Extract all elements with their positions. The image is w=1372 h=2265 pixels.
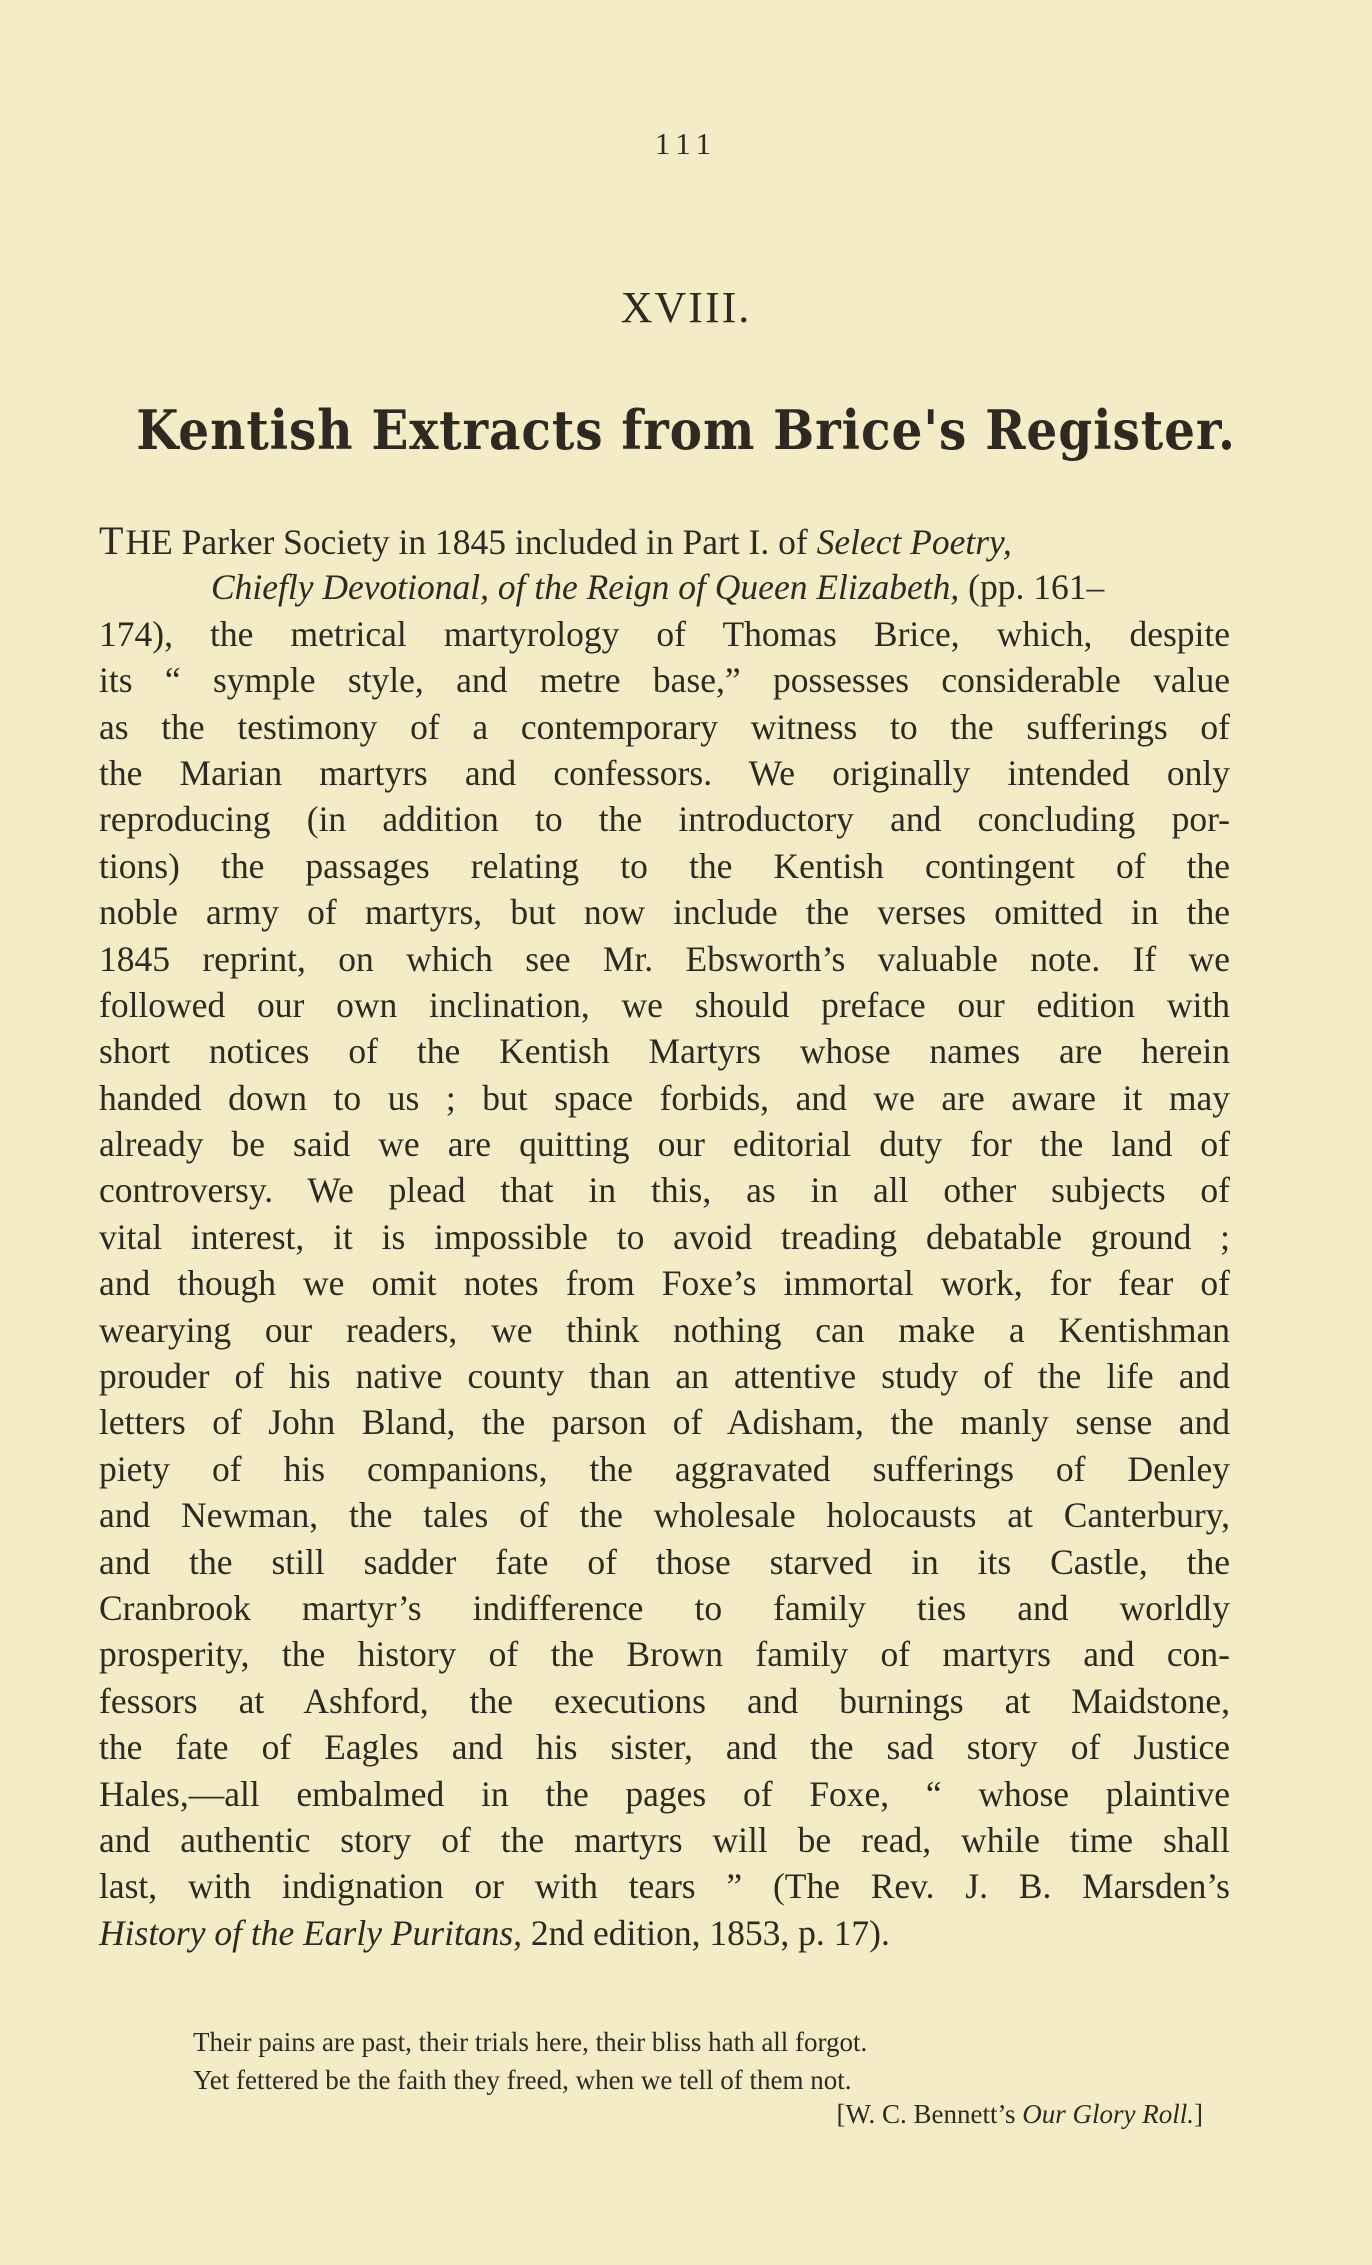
body-line: followed our own inclination, we should preface our edition with — [99, 984, 1230, 1025]
body-line: the Marian martyrs and confessors. We originally intended only — [99, 752, 1230, 793]
body-line: its “ symple style, and metre base,” possesses considerable value — [99, 660, 1230, 701]
body-line: 174), the metrical martyrology of Thomas Brice, which, despite — [99, 613, 1230, 654]
body-line: Cranbrook martyr’s indifference to family ties and worldly — [99, 1587, 1230, 1628]
body-line: tions) the passages relating to the Kentish contingent of the — [99, 845, 1230, 886]
verse-line: Yet fettered be the faith they freed, when we tell of them not. — [193, 2065, 852, 2095]
body-line: and Newman, the tales of the wholesale holocausts at Canterbury, — [99, 1495, 1230, 1536]
attribution-suffix: ] — [1194, 2099, 1203, 2129]
page-number: 111 — [654, 126, 718, 161]
body-paragraph — [99, 518, 1230, 1956]
body-line: reproducing (in addition to the introductory and concluding por- — [99, 799, 1230, 840]
verse-attribution — [0, 2099, 1203, 2130]
body-line: already be said we are quitting our editorial duty for the land of — [99, 1124, 1230, 1165]
line-text: 2nd edition, 1853, p. 17). — [522, 1912, 890, 1953]
chapter-number: XVIII. — [620, 283, 752, 332]
body-line: prouder of his native county than an attentive study of the life and — [99, 1356, 1230, 1397]
italic-title: History of the Early Puritans, — [99, 1912, 523, 1953]
body-line — [99, 1910, 1230, 1956]
body-line: and authentic story of the martyrs will be read, while time shall — [99, 1819, 1230, 1860]
body-line: last, with indignation or with tears ” (The Rev. J. B. Marsden’s — [99, 1866, 1230, 1907]
line-text: (pp. 161– — [959, 567, 1105, 608]
chapter-title: Kentish Extracts from Brice's Register. — [136, 398, 1236, 462]
body-line — [99, 564, 1230, 610]
attribution-title: Our Glory Roll. — [1022, 2099, 1194, 2129]
body-line: prosperity, the history of the Brown family of martyrs and con- — [99, 1634, 1230, 1675]
body-line: controversy. We plead that in this, as in all other subjects of — [99, 1170, 1230, 1211]
body-line: as the testimony of a contemporary witness to the sufferings of — [99, 706, 1230, 747]
body-line — [99, 518, 1230, 564]
body-line: wearying our readers, we think nothing can make a Kentishman — [99, 1309, 1230, 1350]
attribution-prefix: [W. C. Bennett’s — [836, 2099, 1023, 2129]
italic-title: Select Poetry, — [816, 522, 1012, 562]
verse-line: Their pains are past, their trials here, their bliss hath all forgot. — [193, 2027, 868, 2057]
body-line: Hales,—all embalmed in the pages of Foxe, “ whose plaintive — [99, 1773, 1230, 1814]
body-line: 1845 reprint, on which see Mr. Ebsworth’s valuable note. If we — [99, 938, 1230, 979]
body-line: vital interest, it is impossible to avoid treading debatable ground ; — [99, 1216, 1230, 1257]
body-line: fessors at Ashford, the executions and burnings at Maidstone, — [99, 1680, 1230, 1721]
body-line: the fate of Eagles and his sister, and the sad story of Justice — [99, 1727, 1230, 1768]
line-text: HE Parker Society in 1845 included in Part I. of — [125, 522, 817, 562]
epigraph-verse — [193, 2023, 1203, 2099]
body-line: and though we omit notes from Foxe’s immortal work, for fear of — [99, 1263, 1230, 1304]
body-line: letters of John Bland, the parson of Adisham, the manly sense and — [99, 1402, 1230, 1443]
dropcap: T — [99, 518, 124, 563]
body-line: short notices of the Kentish Martyrs whose names are herein — [99, 1031, 1230, 1072]
body-line: handed down to us ; but space forbids, and we are aware it may — [99, 1077, 1230, 1118]
body-line: noble army of martyrs, but now include the verses omitted in the — [99, 892, 1230, 933]
italic-title: Chiefly Devotional, of the Reign of Queen Elizabeth, — [211, 567, 960, 608]
body-line: and the still sadder fate of those starved in its Castle, the — [99, 1541, 1230, 1582]
body-line: piety of his companions, the aggravated sufferings of Denley — [99, 1448, 1230, 1489]
